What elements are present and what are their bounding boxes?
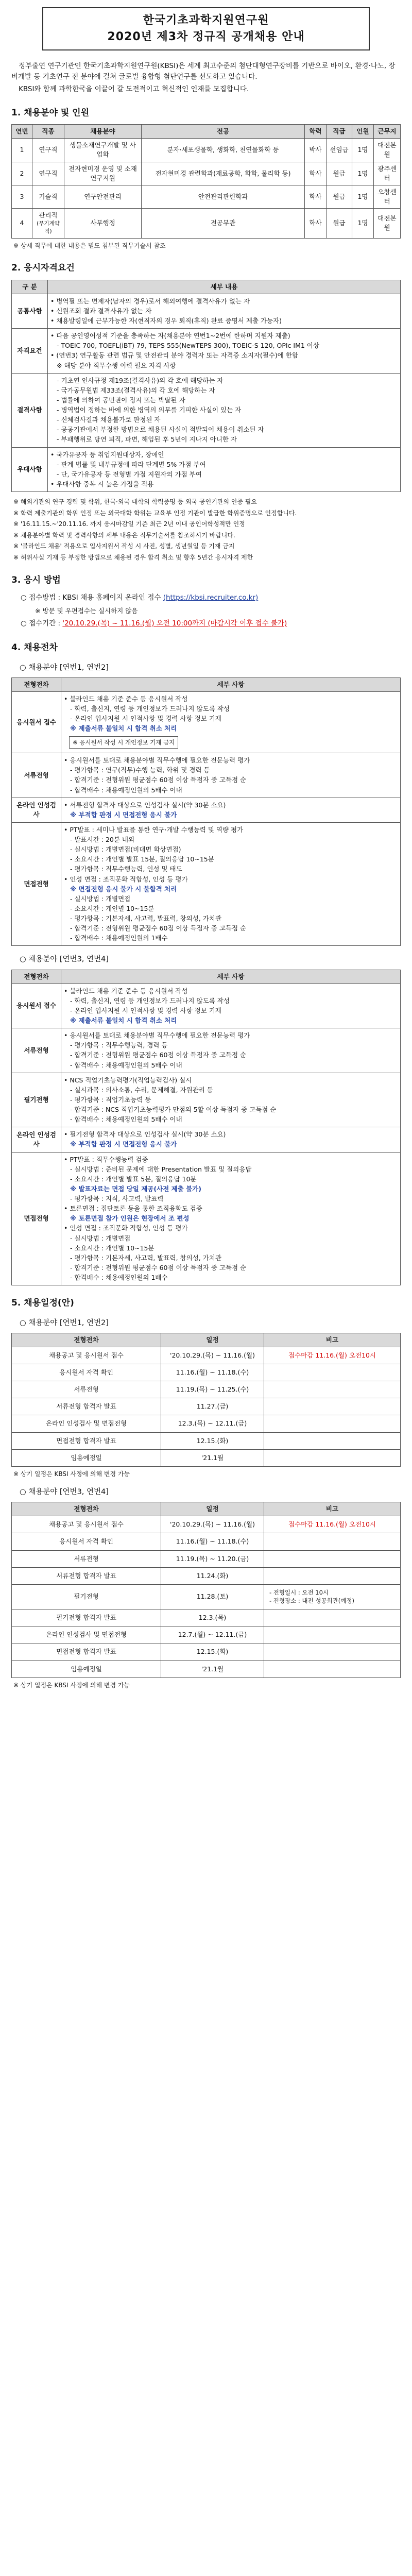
schedule-date: '21.1월 — [161, 1449, 264, 1466]
detail-line: - 신체검사결과 채용불가로 판정된 자 — [57, 416, 161, 424]
stage-name: 면접전형 — [12, 1152, 61, 1285]
table-row — [12, 139, 401, 162]
schedule-date: 12.3.(목) — [161, 1609, 264, 1626]
schedule-note — [264, 1415, 401, 1432]
table-row — [12, 1415, 401, 1432]
detail-line: - 평가항목 : 직무수행능력, 경력 등 — [70, 1041, 168, 1049]
intro-paragraph: 정부출연 연구기관인 한국기초과학지원연구원(KBSI)은 세계 최고수준의 첨단대형연구장비를 기반으로 바이오, 환경·나노, 장비개발 등 기초연구 전 분야에 걸쳐 글로벌 융합형 첨단연구를 선도하고 있습니다. — [11, 61, 396, 81]
stage-details — [61, 822, 401, 946]
detail-line: - 평가항목 : 기본자세, 사고력, 발표력, 창의성, 가치관 — [70, 1253, 221, 1262]
schedule-note — [264, 1643, 401, 1660]
stage-details — [61, 798, 401, 822]
table-row — [12, 1381, 401, 1398]
schedule-stage: 온라인 인성검사 및 면접전형 — [12, 1626, 161, 1643]
detail-line: - 공공기관에서 부정한 방법으로 채용된 사실이 적발되어 채용이 취소된 자 — [57, 426, 264, 434]
table-row — [12, 1550, 401, 1567]
qualification-details — [48, 447, 401, 492]
detail-line: • 응시원서를 토대로 채용분야별 직무수행에 필요한 전문능력 평가 — [64, 756, 250, 765]
detail-line: - 국가공무원법 제33조(결격사유)의 각 호에 해당하는 자 — [57, 386, 215, 394]
detail-line: - 합격기준 : 전형위원 평균점수 60점 이상 득점자 중 고득점 순 — [70, 776, 247, 784]
table-cell-grade: 선임급 — [327, 139, 352, 162]
stage-details — [61, 1073, 401, 1127]
schedule-note: 접수마감 11.16.(월) 오전10시 — [264, 1516, 401, 1533]
table-cell-edu: 박사 — [305, 139, 327, 162]
table-cell-count: 1명 — [352, 209, 374, 239]
section-3-title: 3. 응시 방법 — [11, 574, 61, 585]
table-cell-major: 전자현미경 관련학과(재료공학, 화학, 물리학 등) — [142, 162, 305, 185]
stage-details — [61, 753, 401, 798]
stage-details — [61, 1127, 401, 1152]
schedule-note — [264, 1364, 401, 1381]
schedule-date: 11.24.(화) — [161, 1567, 264, 1584]
table-cell-count: 1명 — [352, 162, 374, 185]
schedule-blocks — [11, 1318, 401, 1690]
section-2-title: 2. 응시자격요건 — [11, 263, 75, 274]
apply-period-value: '20.10.29.(목) ~ 11.16.(월) 오전 10:00까지 (마감시각 이후 접수 불가) — [62, 619, 287, 628]
section-1-title: 1. 채용분야 및 인원 — [11, 107, 89, 118]
schedule-stage: 온라인 인성검사 및 면접전형 — [12, 1415, 161, 1432]
detail-line: - 실시방법 : 개별면접 — [70, 1234, 131, 1242]
table-cell-count: 1명 — [352, 139, 374, 162]
table-cell-major: 분자·세포생물학, 생화학, 천연물화학 등 — [142, 139, 305, 162]
table-row — [12, 798, 401, 822]
table-row — [12, 1028, 401, 1073]
positions-table — [11, 124, 401, 238]
schedule-note — [264, 1609, 401, 1626]
detail-line: • PT발표 : 직무수행능력 검증 — [64, 1155, 148, 1163]
detail-line: - 합격배수 : 채용예정인원의 5배수 이내 — [70, 1115, 182, 1124]
stage-name: 온라인 인성검사 — [12, 1127, 61, 1152]
apply-method-label: ○ 접수방법 : KBSI 채용 홈페이지 온라인 접수 — [21, 594, 161, 602]
boxed-note: ※ 응시원서 작성 시 개인정보 기재 금지 — [69, 736, 178, 749]
detail-line: - 실시방법 : 개별면접 — [70, 894, 131, 903]
col-header: 일정 — [161, 1502, 264, 1516]
table-cell-type: 관리직 (무기계약직) — [32, 209, 64, 239]
stage-details — [61, 984, 401, 1028]
table-cell-no: 4 — [12, 209, 32, 239]
schedule-table — [11, 1502, 401, 1677]
table-cell-major: 전공무관 — [142, 209, 305, 239]
stage-name: 응시원서 접수 — [12, 984, 61, 1028]
detail-line: • 우대사항 중복 시 높은 가점을 적용 — [50, 480, 154, 488]
section-4-title: 4. 채용전차 — [11, 642, 58, 653]
col-header: 직종 — [32, 125, 64, 139]
detail-line: • 토론면접 : 집단토론 등을 통한 조직융화도 검증 — [64, 1205, 202, 1213]
col-header: 일정 — [161, 1333, 264, 1347]
note-line: ※ 학력 제출기관의 학위 인정 또는 외국대학 학위는 교육부 인정 기관이 발급한 학위증명으로 인정합니다. — [13, 509, 297, 517]
col-header: 직급 — [327, 125, 352, 139]
schedule-table — [11, 1333, 401, 1467]
schedule-stage: 응시원서 자격 확인 — [12, 1533, 161, 1550]
table-cell-edu: 학사 — [305, 162, 327, 185]
schedule-date: 11.28.(토) — [161, 1584, 264, 1609]
table-cell-field: 사무행정 — [64, 209, 142, 239]
table-cell-field: 연구안전관리 — [64, 185, 142, 208]
detail-line: - 관계 법률 및 내부규정에 따라 단계별 5% 가점 부여 — [57, 460, 206, 468]
notice-title — [42, 7, 370, 50]
table-row — [12, 1660, 401, 1677]
detail-line: - 소요시간 : 개인별 발표 5분, 질의응답 10분 — [70, 1175, 197, 1183]
detail-line: - 합격배수 : 채용예정인원의 5배수 이내 — [70, 1061, 182, 1069]
col-header: 전형전차 — [12, 1502, 161, 1516]
stage-name: 응시원서 접수 — [12, 692, 61, 753]
note-line: ※ 채용분야별 학력 및 경력사항의 세부 내용은 직무기술서를 참조하시기 바랍니다. — [13, 531, 235, 539]
table-cell-type: 연구직 — [32, 162, 64, 185]
schedule-date: 11.16.(월) ~ 11.18.(수) — [161, 1364, 264, 1381]
intro — [11, 61, 401, 95]
table-row — [12, 185, 401, 208]
detail-line: • 다음 공인영어성적 기준을 충족하는 자(채용분야 연번1~2번에 한하며 지원자 제출) — [50, 332, 290, 340]
qualification-label: 우대사항 — [12, 447, 48, 492]
apply-url-link[interactable]: (https://kbsi.recruiter.co.kr) — [163, 594, 259, 602]
process-blocks — [11, 663, 401, 1285]
detail-line: ※ 해당 분야 직무수행 이력 필요 자격 사항 — [57, 361, 176, 369]
schedule-stage: 채용공고 및 응시원서 접수 — [12, 1347, 161, 1364]
table-row — [12, 1152, 401, 1285]
detail-line: - 학력, 출신지, 연령 등 개인정보가 드러나지 않도록 작성 — [70, 996, 230, 1005]
table-cell-no: 1 — [12, 139, 32, 162]
schedule-date: 12.15.(화) — [161, 1432, 264, 1449]
col-header: 전형전차 — [12, 677, 61, 691]
schedule-field-heading: ○ 채용분야 [연번1, 연번2] — [20, 1318, 109, 1327]
detail-line: - 합격기준 : 전형위원 평균점수 60점 이상 득점자 중 고득점 순 — [70, 1263, 247, 1272]
stage-name: 서류전형 — [12, 753, 61, 798]
table-row — [12, 294, 401, 328]
detail-line: - 실시방법 : 개별면접(비대면 화상면접) — [70, 845, 181, 854]
detail-line: • 인성 면접 : 조직문화 적합성, 인성 등 평가 — [64, 1224, 188, 1232]
table-cell-place: 오창센터 — [374, 185, 401, 208]
table-row — [12, 1127, 401, 1152]
schedule-stage: 면접전형 합격자 발표 — [12, 1643, 161, 1660]
detail-line: • 인성 면접 : 조직문화 적합성, 인성 등 평가 — [64, 875, 188, 883]
schedule-note — [264, 1660, 401, 1677]
table-row — [12, 1432, 401, 1449]
detail-line: - 합격배수 : 채용예정인원의 1배수 — [70, 934, 168, 942]
detail-line: - 평가항목 : 연구(직무)수행 능력, 학위 및 경력 등 — [70, 766, 210, 774]
detail-line: - 온라인 입사지원 시 인적사항 및 경력 사항 정보 기재 — [70, 715, 221, 723]
schedule-note — [264, 1567, 401, 1584]
table-row — [12, 1073, 401, 1127]
table-row — [12, 1609, 401, 1626]
table-cell-field: 전자현미경 운영 및 소재연구지원 — [64, 162, 142, 185]
intro-paragraph: KBSI와 함께 과학한국을 이끌어 갈 도전적이고 혁신적인 인재를 모집합니다. — [19, 84, 249, 93]
table-row — [12, 1364, 401, 1381]
schedule-note — [264, 1550, 401, 1567]
section-1-note: ※ 상세 직무에 대한 내용은 별도 첨부된 직무기술서 참조 — [13, 242, 166, 249]
detail-line: - 온라인 입사지원 시 인적사항 및 경력 사항 정보 기재 — [70, 1006, 221, 1014]
table-cell-major: 안전관리관련학과 — [142, 185, 305, 208]
apply-period-label: ○ 접수기간 : — [21, 619, 63, 628]
table-row — [12, 1584, 401, 1609]
table-row — [12, 1533, 401, 1550]
process-field-heading: ○ 채용분야 [연번3, 연번4] — [20, 955, 109, 964]
schedule-field-heading: ○ 채용분야 [연번3, 연번4] — [20, 1488, 109, 1497]
col-header: 구 분 — [12, 280, 48, 294]
apply-method-line — [21, 591, 401, 605]
stage-name: 서류전형 — [12, 1028, 61, 1073]
schedule-stage: 서류전형 — [12, 1381, 161, 1398]
table-cell-no: 2 — [12, 162, 32, 185]
table-row — [12, 1398, 401, 1415]
detail-line: ※ 제출서류 불일치 시 합격 취소 처리 — [70, 724, 177, 733]
qualification-details — [48, 294, 401, 328]
schedule-stage: 서류전형 — [12, 1550, 161, 1567]
detail-line: - 합격기준 : 전형위원 평균점수 60점 이상 득점자 중 고득점 순 — [70, 1051, 247, 1059]
schedule-date: 11.16.(월) ~ 11.18.(수) — [161, 1533, 264, 1550]
schedule-date: 11.27.(금) — [161, 1398, 264, 1415]
table-cell-place: 광주센터 — [374, 162, 401, 185]
table-row — [12, 162, 401, 185]
detail-line: • PT발표 : 세미나 발표를 통한 연구·개발 수행능력 및 역량 평가 — [64, 825, 244, 834]
schedule-note: 접수마감 11.16.(월) 오전10시 — [264, 1347, 401, 1364]
schedule-date: '20.10.29.(목) ~ 11.16.(월) — [161, 1516, 264, 1533]
notice-heading: 2020년 제3차 정규직 공개채용 안내 — [107, 30, 305, 43]
detail-line: - 병역법이 정하는 바에 의한 병역의 의무를 기피한 사실이 있는 자 — [57, 406, 242, 414]
schedule-note — [264, 1533, 401, 1550]
detail-line: - 단, 국가유공자 등 전형별 가점 지원자의 가점 부여 — [57, 470, 202, 478]
table-row — [12, 1516, 401, 1533]
detail-line: - 평가항목 : 지식, 사고력, 발표력 — [70, 1195, 164, 1202]
detail-line: - 평가항목 : 직업기초능력 등 — [70, 1095, 151, 1104]
stage-name: 면접전형 — [12, 822, 61, 946]
col-header: 세부 사항 — [61, 677, 401, 691]
schedule-date: 12.3.(목) ~ 12.11.(금) — [161, 1415, 264, 1432]
detail-line: • 필기전형 합격자 대상으로 인성검사 실시(약 30분 소요) — [64, 1130, 226, 1139]
detail-line: - 합격배수 : 채용예정인원의 5배수 이내 — [70, 786, 182, 794]
qualification-details — [48, 329, 401, 374]
detail-line: - 부패행위로 당연 퇴직, 파면, 해임된 후 5년이 지나지 아니한 자 — [57, 435, 237, 444]
detail-line: - 평가항목 : 기본자세, 사고력, 발표력, 창의성, 가치관 — [70, 914, 221, 923]
col-header: 전형전차 — [12, 970, 61, 984]
detail-line: - 합격기준 : NCS 직업기초능력평가 만점의 5할 이상 득점자 중 고득점 순 — [70, 1106, 277, 1113]
schedule-note — [264, 1381, 401, 1398]
table-row — [12, 1347, 401, 1364]
qualification-details — [48, 373, 401, 447]
table-row — [12, 447, 401, 492]
col-header: 비고 — [264, 1333, 401, 1347]
detail-line: • 블라인드 채용 기준 준수 등 응시원서 작성 — [64, 695, 188, 703]
section-5-title: 5. 채용일정(안) — [11, 1298, 74, 1309]
qualification-label: 결격사항 — [12, 373, 48, 447]
stage-details — [61, 1028, 401, 1073]
table-row — [12, 753, 401, 798]
table-cell-count: 1명 — [352, 185, 374, 208]
detail-line: • (연번3) 연구활동 관련 법규 및 안전관리 분야 경력자 또는 자격증 소지자(필수)에 한함 — [50, 351, 298, 360]
detail-line: - 소요시간 : 개인별 10~15분 — [70, 904, 154, 912]
schedule-stage: 면접전형 합격자 발표 — [12, 1432, 161, 1449]
table-cell-place: 대전본원 — [374, 139, 401, 162]
detail-line: • 신원조회 결과 결격사유가 없는 자 — [50, 307, 152, 315]
qualification-label: 자격요건 — [12, 329, 48, 374]
schedule-stage: 채용공고 및 응시원서 접수 — [12, 1516, 161, 1533]
schedule-note — [264, 1432, 401, 1449]
institute-name: 한국기초과학지원연구원 — [143, 14, 269, 27]
col-header: 연번 — [12, 125, 32, 139]
detail-line: - TOEIC 700, TOEFL(iBT) 79, TEPS 555(NewTEPS 300), TOEIC-S 120, OPIc IM1 이상 — [57, 342, 319, 350]
table-cell-grade: 원급 — [327, 162, 352, 185]
detail-line: ※ 부적합 판정 시 면접전형 응시 불가 — [70, 810, 177, 819]
table-cell-grade: 원급 — [327, 185, 352, 208]
detail-line: • 서류전형 합격자 대상으로 인성검사 실시(약 30분 소요) — [64, 801, 226, 809]
schedule-stage: 응시원서 자격 확인 — [12, 1364, 161, 1381]
stage-details — [61, 1152, 401, 1285]
detail-line: - 기초연 인사규정 제19조(결격사유)의 각 호에 해당하는 자 — [57, 376, 224, 384]
col-header: 학력 — [305, 125, 327, 139]
schedule-date: 11.19.(목) ~ 11.20.(금) — [161, 1550, 264, 1567]
detail-line: ※ 부적합 판정 시 면접전형 응시 불가 — [70, 1140, 177, 1148]
table-cell-place: 대전본원 — [374, 209, 401, 239]
table-cell-field: 생물소재연구개발 및 사업화 — [64, 139, 142, 162]
qualification-label: 공통사항 — [12, 294, 48, 328]
detail-line: - 소요시간 : 개인별 10~15분 — [70, 1244, 154, 1252]
detail-line: ※ 발표자료는 면접 당일 제공(사전 제출 불가) — [70, 1184, 201, 1193]
table-cell-type: 기술직 — [32, 185, 64, 208]
note-line: ※ 허위사실 기재 등 부정한 방법으로 채용된 경우 합격 취소 및 향후 5년간 응시자격 제한 — [13, 554, 253, 562]
detail-line: - 학력, 출신지, 연령 등 개인정보가 드러나지 않도록 작성 — [70, 705, 230, 713]
table-row — [12, 1643, 401, 1660]
col-header: 세부 내용 — [48, 280, 401, 294]
col-header: 인원 — [352, 125, 374, 139]
col-header: 채용분야 — [64, 125, 142, 139]
col-header: 근무지 — [374, 125, 401, 139]
process-table — [11, 677, 401, 946]
table-cell-edu: 학사 — [305, 209, 327, 239]
stage-name: 온라인 인성검사 — [12, 798, 61, 822]
detail-line: • NCS 직업기초능력평가(직업능력검사) 실시 — [64, 1076, 192, 1084]
note-line: ※ '16.11.15.~'20.11.16. 까지 응시마감일 기준 최근 2년 이내 공인어학성적만 인정 — [13, 520, 245, 528]
detail-line: - 합격배수 : 채용예정인원의 1배수 — [70, 1274, 168, 1281]
col-header: 전형전차 — [12, 1333, 161, 1347]
table-row — [12, 373, 401, 447]
qualification-table — [11, 280, 401, 492]
col-header: 비고 — [264, 1502, 401, 1516]
schedule-date: 12.7.(월) ~ 12.11.(금) — [161, 1626, 264, 1643]
schedule-note: - 전형일시 : 오전 10시 - 전형장소 : 대전 성공회관(예정) — [264, 1584, 401, 1609]
apply-method — [21, 591, 401, 630]
apply-period-line — [21, 617, 401, 631]
schedule-date: 11.19.(목) ~ 11.25.(수) — [161, 1381, 264, 1398]
detail-line: • 응시원서를 토대로 채용분야별 직무수행에 필요한 전문능력 평가 — [64, 1031, 250, 1040]
table-cell-no: 3 — [12, 185, 32, 208]
schedule-stage: 임용예정일 — [12, 1660, 161, 1677]
schedule-stage: 서류전형 합격자 발표 — [12, 1567, 161, 1584]
apply-method-note: ※ 방문 및 우편접수는 실시하지 않음 — [35, 606, 138, 615]
detail-line: • 채용발령일에 근무가능한 자(현직자의 경우 퇴직(휴직) 완료 증명서 제출 가능자) — [50, 317, 282, 325]
schedule-date: '21.1월 — [161, 1660, 264, 1677]
schedule-note-footer: ※ 상기 일정은 KBSI 사정에 의해 변경 가능 — [13, 1470, 130, 1478]
note-line: ※ '블라인드 채용' 적용으로 입사지원서 작성 시 사진, 성별, 생년월일 등 기재 금지 — [13, 543, 235, 550]
table-row — [12, 692, 401, 753]
process-field-heading: ○ 채용분야 [연번1, 연번2] — [20, 663, 109, 672]
table-row — [12, 984, 401, 1028]
schedule-date: '20.10.29.(목) ~ 11.16.(월) — [161, 1347, 264, 1364]
schedule-note — [264, 1398, 401, 1415]
type-sub-label: (무기계약직) — [37, 221, 60, 235]
detail-line: - 평가항목 : 직무수행능력, 인성 및 태도 — [70, 865, 182, 873]
schedule-date: 12.15.(화) — [161, 1643, 264, 1660]
detail-line: • 국가유공자 등 취업지원대상자, 장애인 — [50, 450, 164, 459]
detail-line: - 발표시간 : 20분 내외 — [70, 836, 135, 844]
col-header: 세부 사항 — [61, 970, 401, 984]
detail-line: ※ 제출서류 불일치 시 합격 취소 처리 — [70, 1016, 177, 1024]
stage-name: 필기전형 — [12, 1073, 61, 1127]
stage-details — [61, 692, 401, 753]
schedule-stage: 필기전형 — [12, 1584, 161, 1609]
schedule-note — [264, 1626, 401, 1643]
table-row — [12, 209, 401, 239]
table-cell-type: 연구직 — [32, 139, 64, 162]
col-header: 전공 — [142, 125, 305, 139]
table-row — [12, 822, 401, 946]
detail-line: - 소요시간 : 개인별 발표 15분, 질의응답 10~15분 — [70, 855, 214, 863]
detail-line: - 실시방법 : 준비된 문제에 대한 Presentation 발표 및 질의응답 — [70, 1165, 252, 1173]
table-cell-edu: 학사 — [305, 185, 327, 208]
detail-line: - 법률에 의하여 공민권이 정지 또는 박탈된 자 — [57, 396, 185, 404]
detail-line: ※ 면접전형 응시 불가 시 불합격 처리 — [70, 885, 177, 893]
table-cell-grade: 원급 — [327, 209, 352, 239]
detail-line: ※ 토론면접 참가 인원은 현장에서 조 편성 — [70, 1214, 190, 1223]
detail-line: - 합격기준 : 전형위원 평균점수 60점 이상 득점자 중 고득점 순 — [70, 924, 247, 933]
detail-line: - 실시과목 : 의사소통, 수리, 문제해결, 자원관리 등 — [70, 1086, 213, 1094]
schedule-stage: 서류전형 합격자 발표 — [12, 1398, 161, 1415]
detail-line: • 블라인드 채용 기준 준수 등 응시원서 작성 — [64, 987, 188, 995]
qualification-notes — [13, 497, 401, 563]
detail-line: • 병역필 또는 면제자(남자의 경우)로서 해외여행에 결격사유가 없는 자 — [50, 297, 250, 305]
process-table — [11, 970, 401, 1286]
table-row — [12, 1626, 401, 1643]
table-row — [12, 1449, 401, 1466]
note-line: ※ 해외기관의 연구 경력 및 학위, 한국·외국 대학의 학력증명 등 외국 공인기관의 인증 필요 — [13, 498, 257, 506]
schedule-stage: 필기전형 합격자 발표 — [12, 1609, 161, 1626]
table-row — [12, 329, 401, 374]
schedule-stage: 임용예정일 — [12, 1449, 161, 1466]
table-row — [12, 1567, 401, 1584]
schedule-note-footer: ※ 상기 일정은 KBSI 사정에 의해 변경 가능 — [13, 1681, 130, 1689]
schedule-note — [264, 1449, 401, 1466]
